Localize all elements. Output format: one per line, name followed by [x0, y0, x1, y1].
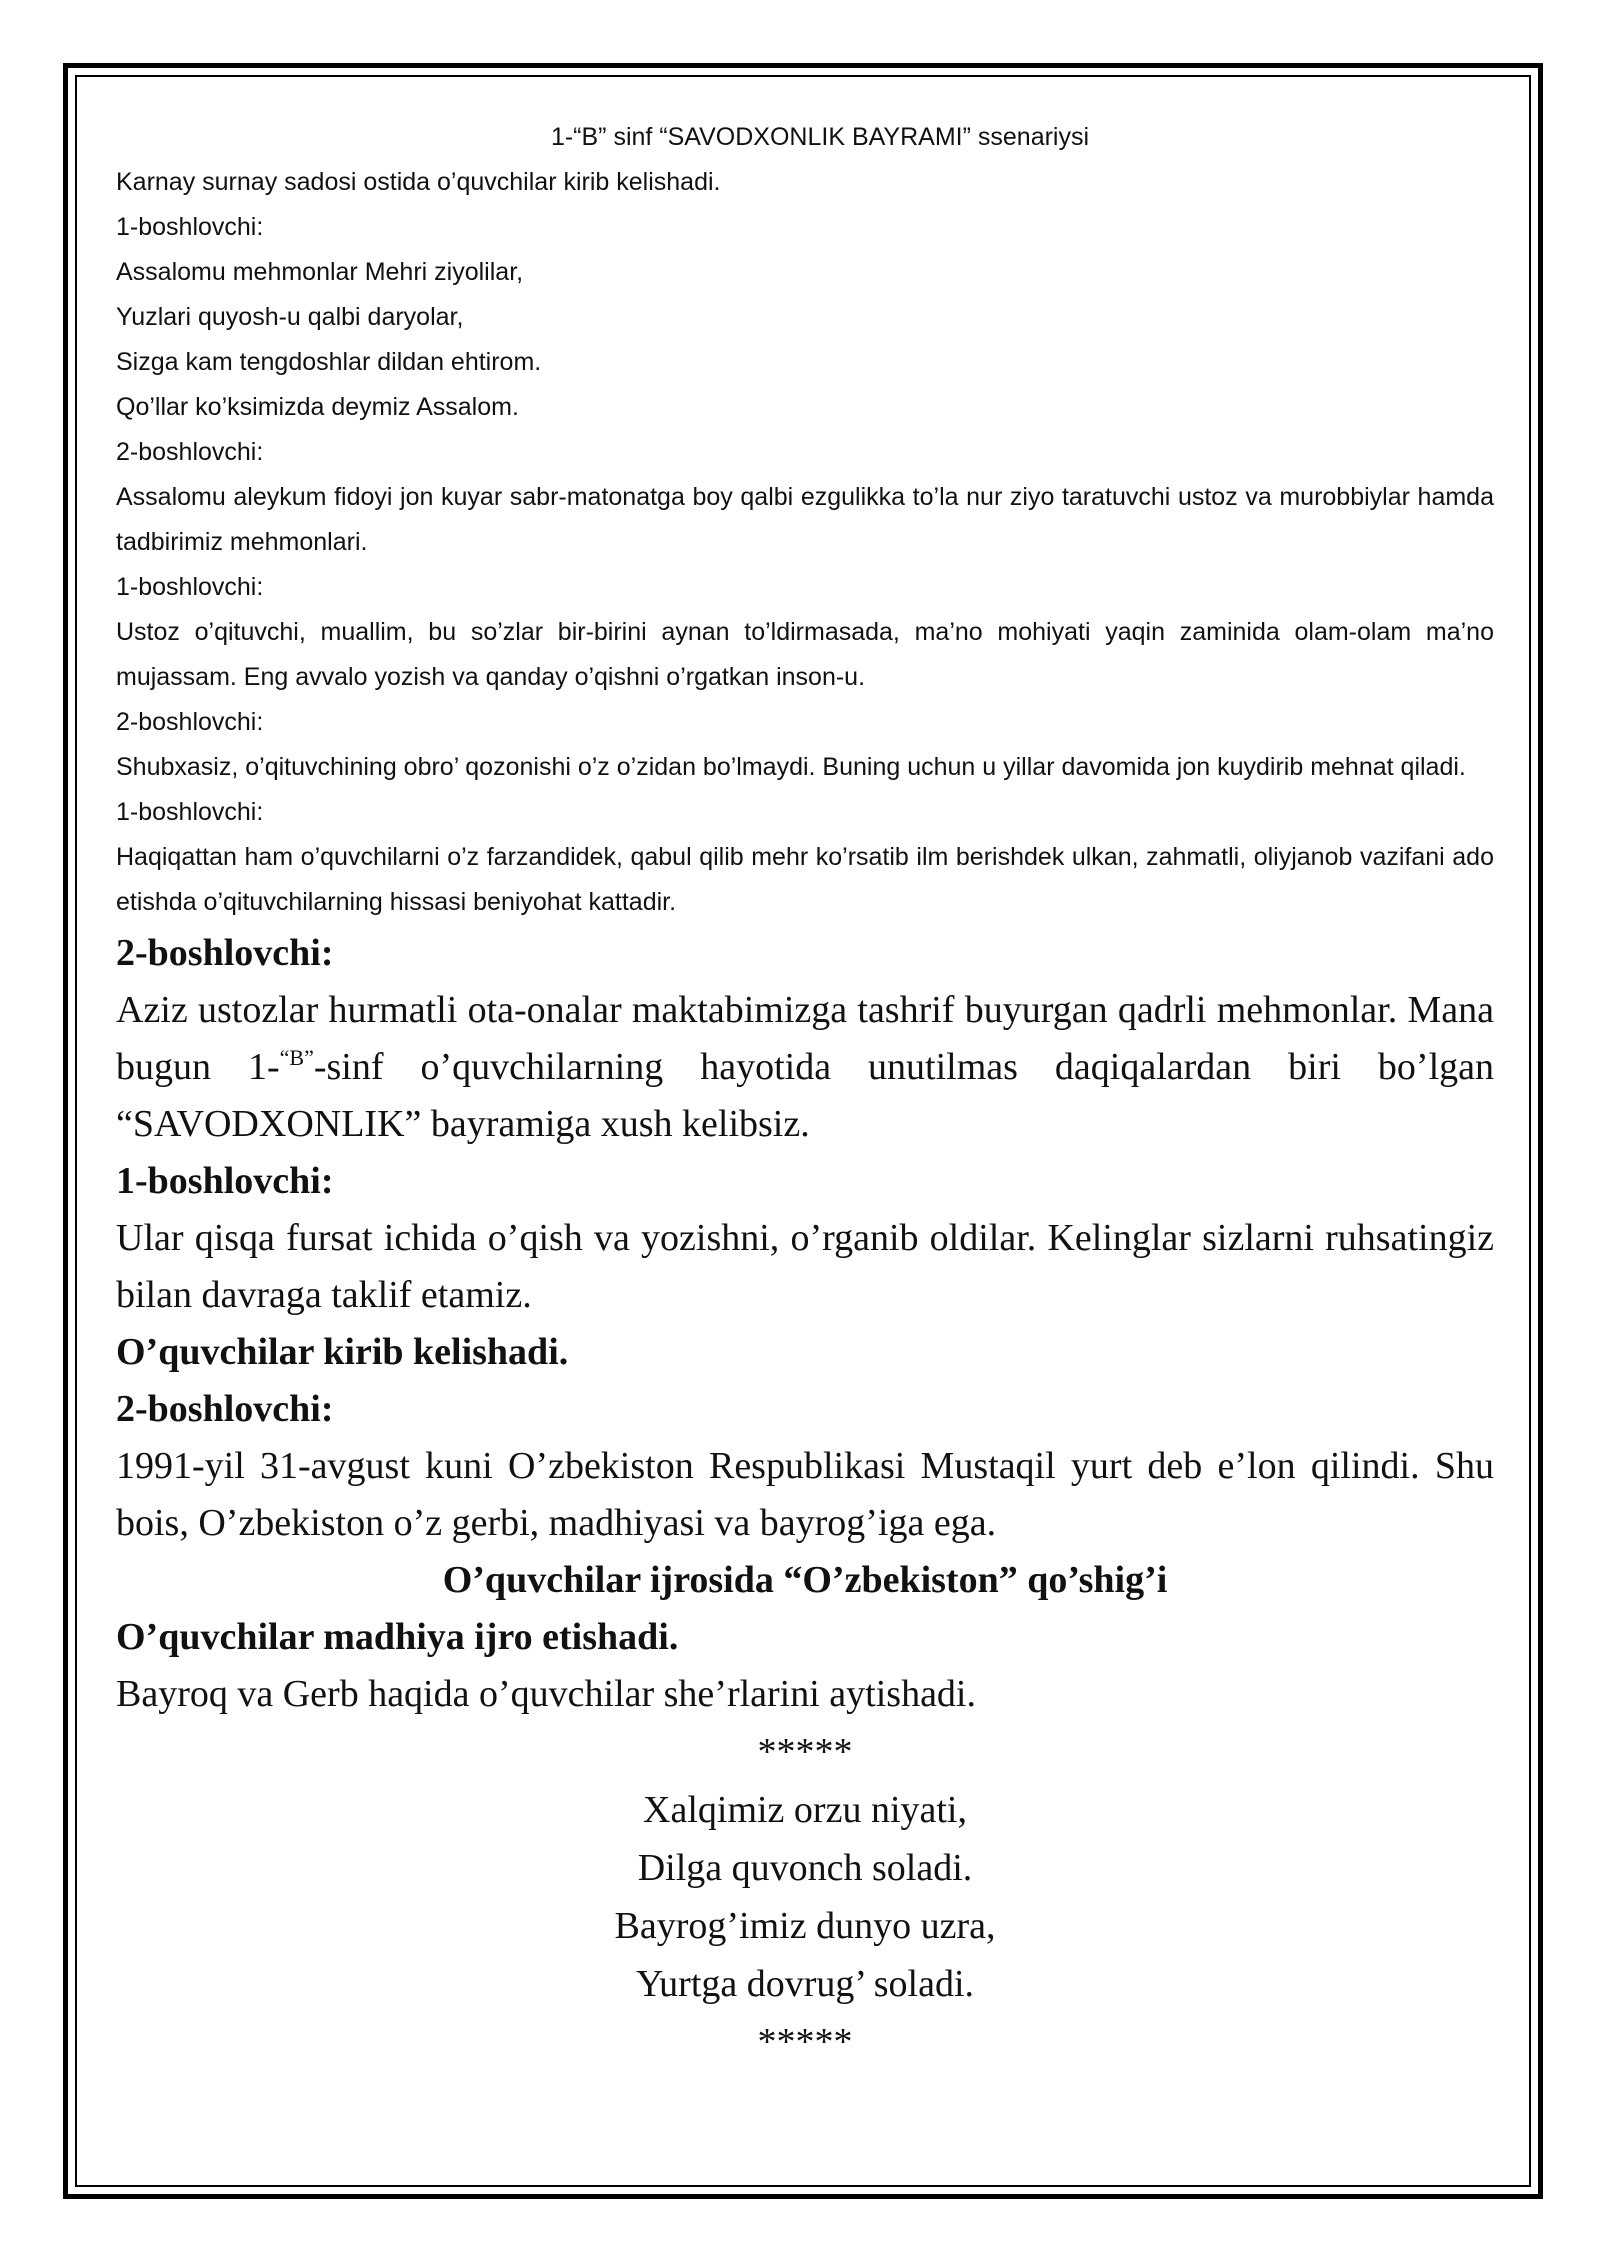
paragraph: Assalomu aleykum fidoyi jon kuyar sabr-matonatga boy qalbi ezgulikka to’la nur ziyo taratuvchi ustoz va murobbiylar hamda tadbirimiz mehmonlari. — [116, 483, 1494, 556]
serif-section — [116, 925, 1494, 2071]
stage-direction: O’quvchilar madhiya ijro etishadi. — [116, 1616, 679, 1658]
speaker-label: 1-boshlovchi: — [116, 573, 264, 601]
paragraph: Bayroq va Gerb haqida o’quvchilar she’rlarini aytishadi. — [116, 1673, 976, 1715]
greeting-line: Yuzlari quyosh-u qalbi daryolar, — [116, 303, 464, 331]
speaker-label: 1-boshlovchi: — [116, 798, 264, 826]
speaker-label: 2-boshlovchi: — [116, 708, 264, 736]
speaker-label: 1-boshlovchi: — [116, 1160, 334, 1202]
paragraph: Shubxasiz, o’qituvchining obro’ qozonishi o’z o’zidan bo’lmaydi. Buning uchun u yillar davomida jon kuydirib mehnat qiladi. — [116, 753, 1466, 781]
speaker-label: 1-boshlovchi: — [116, 213, 264, 241]
greeting-line: Sizga kam tengdoshlar dildan ehtirom. — [116, 348, 542, 376]
intro-line: Karnay surnay sadosi ostida o’quvchilar kirib kelishadi. — [116, 168, 721, 196]
poem-line: Dilga quvonch soladi. — [637, 1847, 973, 1889]
document-content — [116, 115, 1494, 2071]
speaker-label: 2-boshlovchi: — [116, 932, 334, 974]
paragraph: 1991-yil 31-avgust kuni O’zbekiston Respublikasi Mustaqil yurt deb e’lon qilindi. Shu bois, O’zbekiston o’z gerbi, madhiyasi va bayrog’iga ega. — [116, 1445, 1494, 1544]
class-superscript: “B” — [279, 1045, 314, 1070]
sans-section — [116, 115, 1494, 925]
document-title: 1-“B” sinf “SAVODXONLIK BAYRAMI” ssenariysi — [550, 123, 1090, 151]
paragraph: Ustoz o’qituvchi, muallim, bu so’zlar bir-birini aynan to’ldirmasada, ma’no mohiyati yaqin zaminida olam-olam ma’no mujassam. Eng avvalo yozish va qanday o’qishni o’rgatkan inson-u. — [116, 618, 1494, 691]
poem-line: Bayrog’imiz dunyo uzra, — [614, 1905, 996, 1947]
paragraph: Haqiqattan ham o’quvchilarni o’z farzandidek, qabul qilib mehr ko’rsatib ilm berishdek ulkan, zahmatli, oliyjanob vazifani ado etishda o’qituvchilarning hissasi beniyohat kattadir. — [116, 843, 1494, 916]
paragraph: Ular qisqa fursat ichida o’qish va yozishni, o’rganib oldilar. Kelinglar sizlarni ruhsatingiz bilan davraga taklif etamiz. — [116, 1217, 1494, 1316]
greeting-line: Assalomu mehmonlar Mehri ziyolilar, — [116, 258, 524, 286]
speaker-label: 2-boshlovchi: — [116, 1388, 334, 1430]
paragraph-text: Aziz ustozlar hurmatli ota-onalar maktabimizga tashrif buyurgan qadrli mehmonlar. Mana bugun 1- — [116, 989, 1494, 1088]
poem-line: Yurtga dovrug’ soladi. — [635, 1963, 975, 2005]
stage-direction: O’quvchilar kirib kelishadi. — [116, 1331, 569, 1373]
poem-line: Xalqimiz orzu niyati, — [643, 1789, 967, 1831]
greeting-line: Qo’llar ko’ksimizda deymiz Assalom. — [116, 393, 519, 421]
song-heading: O’quvchilar ijrosida “O’zbekiston” qo’shig’i — [442, 1559, 1168, 1601]
separator: ***** — [757, 1731, 853, 1773]
paragraph-text: -sinf o’quvchilarning hayotida unutilmas daqiqalardan biri bo’lgan “SAVODXONLIK” bayramiga xush kelibsiz. — [116, 1046, 1495, 1145]
speaker-label: 2-boshlovchi: — [116, 438, 264, 466]
paragraph — [116, 982, 1494, 1153]
separator: ***** — [757, 2021, 853, 2063]
